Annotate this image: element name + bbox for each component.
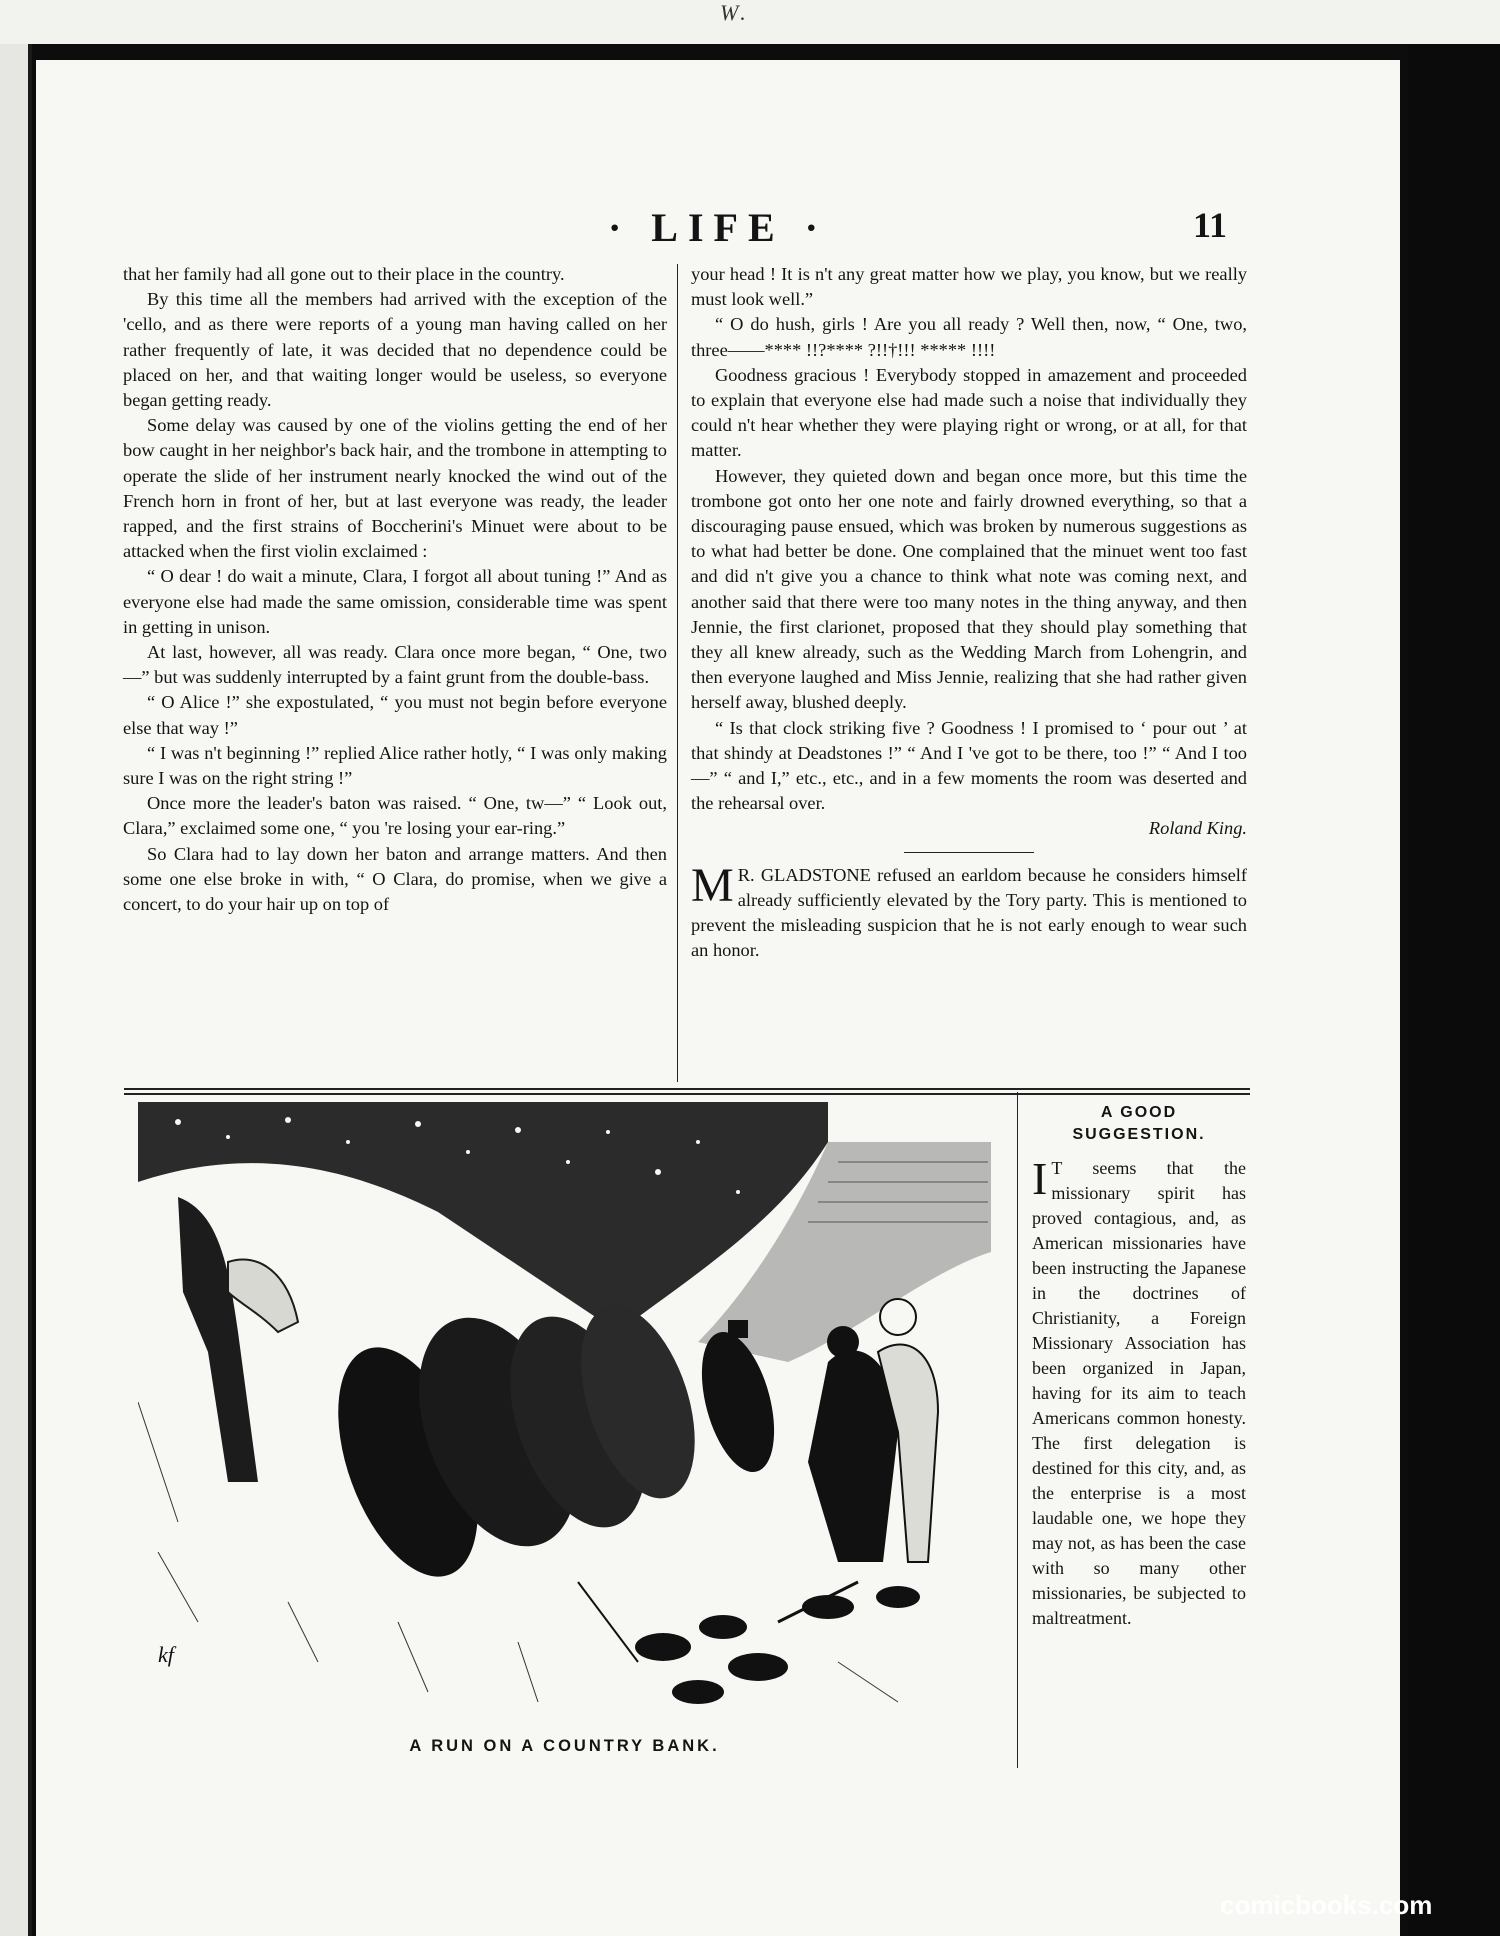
paragraph: “ O dear ! do wait a minute, Clara, I forgot all about tuning !” And as everyone else had made the same omission, considerable time was spent in getting in unison. xyxy=(123,566,667,637)
paragraph: your head ! It is n't any great matter how we play, you know, but we really must look well.” xyxy=(691,264,1247,310)
sidebar-title: A GOOD SUGGESTION. xyxy=(1072,1104,1206,1143)
paragraph: So Clara had to lay down her baton and arrange matters. And then some one else broke in with, “ O Clara, do promise, when we give a concert, to do your hair up on top of xyxy=(123,843,667,915)
watermark: comicbooks.com xyxy=(1220,1890,1433,1920)
left-binding-edge xyxy=(0,44,32,1936)
artist-initials: kf xyxy=(158,1642,174,1667)
sidebar-paragraph xyxy=(1032,1153,1246,1631)
paragraph: “ I was n't beginning !” replied Alice rather hotly, “ I was only making sure I was on the right string !” xyxy=(123,742,667,789)
drop-cap: M xyxy=(691,858,734,912)
horizontal-rule xyxy=(124,1093,1250,1095)
column-divider xyxy=(677,264,678,1082)
section-rule xyxy=(904,852,1034,853)
gladstone-paragraph xyxy=(691,858,1247,964)
article-column-right xyxy=(691,262,1247,963)
paragraph: that her family had all gone out to their place in the country. xyxy=(123,264,565,284)
sidebar-divider xyxy=(1017,1092,1018,1768)
sidebar-article xyxy=(1032,1102,1246,1631)
drop-cap: I xyxy=(1032,1153,1048,1204)
paragraph: “ O Alice !” she expostulated, “ you must not begin before everyone else that way !” xyxy=(123,692,667,738)
sidebar-text: T seems that the missionary spirit has proved contagious, and, as American missionaries have been instructing the Japanese in the doctrines of Christianity, a Foreign Missionary Association has been organized in Japan, having for its aim to teach Americans common honesty. The first delegation is destined for this city, and, as the enterprise is a most laudable one, we hope they may not, as has been the case with so many other missionaries, be subjected to maltreatment. xyxy=(1032,1158,1246,1628)
author-signature: Roland King. xyxy=(1148,818,1247,839)
illustration-caption: A RUN ON A COUNTRY BANK. xyxy=(409,1737,720,1755)
paragraph: Some delay was caused by one of the violins getting the end of her bow caught in her neighbor's back hair, and the trombone in attempting to operate the slide of her instrument nearly knocked the wind out of the French horn in front of her, but at last everyone was ready, the leader rapped, and the first strains of Boccherini's Minuet were about to be attacked when the first violin exclaimed : xyxy=(123,415,667,562)
illustration xyxy=(138,1102,991,1724)
paragraph: “ O do hush, girls ! Are you all ready ? Well then, now, “ One, two, three——**** !!?**** ?!!†!!! ***** !!!! xyxy=(691,314,1247,360)
paragraph: By this time all the members had arrived with the exception of the 'cello, and as there were reports of a young man having called on her rather frequently of late, it was decided that no dependence could be placed on her, and that waiting longer would be useless, so everyone began getting ready. xyxy=(123,289,667,411)
paragraph: Goodness gracious ! Everybody stopped in amazement and proceeded to explain that everyone else had made such a noise that individually they could n't hear whether they were playing right or wrong, or at all, for that matter. xyxy=(691,364,1247,461)
running-head: · LIFE · xyxy=(607,205,829,250)
right-dark-edge xyxy=(1408,44,1500,1936)
handwritten-scrawl: W. xyxy=(720,0,750,25)
article-column-left xyxy=(123,262,667,917)
paragraph: However, they quieted down and began once more, but this time the trombone got onto her one note and fairly drowned everything, so that a discouraging pause ensued, which was broken by numerous suggestions as to what had better be done. One complained that the minuet went too fast and did n't give you a chance to think what note was coming next, and another said that there were too many notes in the thing anyway, and then Jennie, the first clarionet, proposed that they should play something that they all knew already, such as the Wedding March from Lohengrin, and then everyone laughed and Miss Jennie, realizing that she had rather given herself away, blushed deeply. xyxy=(691,465,1247,713)
gladstone-text: R. GLADSTONE refused an earldom because he considers himself already sufficiently elevated by the Tory party. This is mentioned to prevent the misleading suspicion that he is not early enough to wear such an honor. xyxy=(691,864,1247,961)
top-margin xyxy=(0,0,1500,44)
paragraph: Once more the leader's baton was raised. “ One, tw—” “ Look out, Clara,” exclaimed some one, “ you 're losing your ear-ring.” xyxy=(123,793,667,839)
horizontal-rule xyxy=(124,1088,1250,1090)
paragraph: “ Is that clock striking five ? Goodness ! I promised to ‘ pour out ’ at that shindy at Deadstones !” “ And I 've got to be there, too !” “ And I too—” “ and I,” etc., etc., and in a few moments the room was deserted and the rehearsal over. xyxy=(691,717,1247,814)
paragraph: At last, however, all was ready. Clara once more began, “ One, two—” but was suddenly interrupted by a faint grunt from the double-bass. xyxy=(123,642,667,688)
page-number: 11 xyxy=(1193,205,1228,245)
magazine-page xyxy=(36,60,1400,1936)
